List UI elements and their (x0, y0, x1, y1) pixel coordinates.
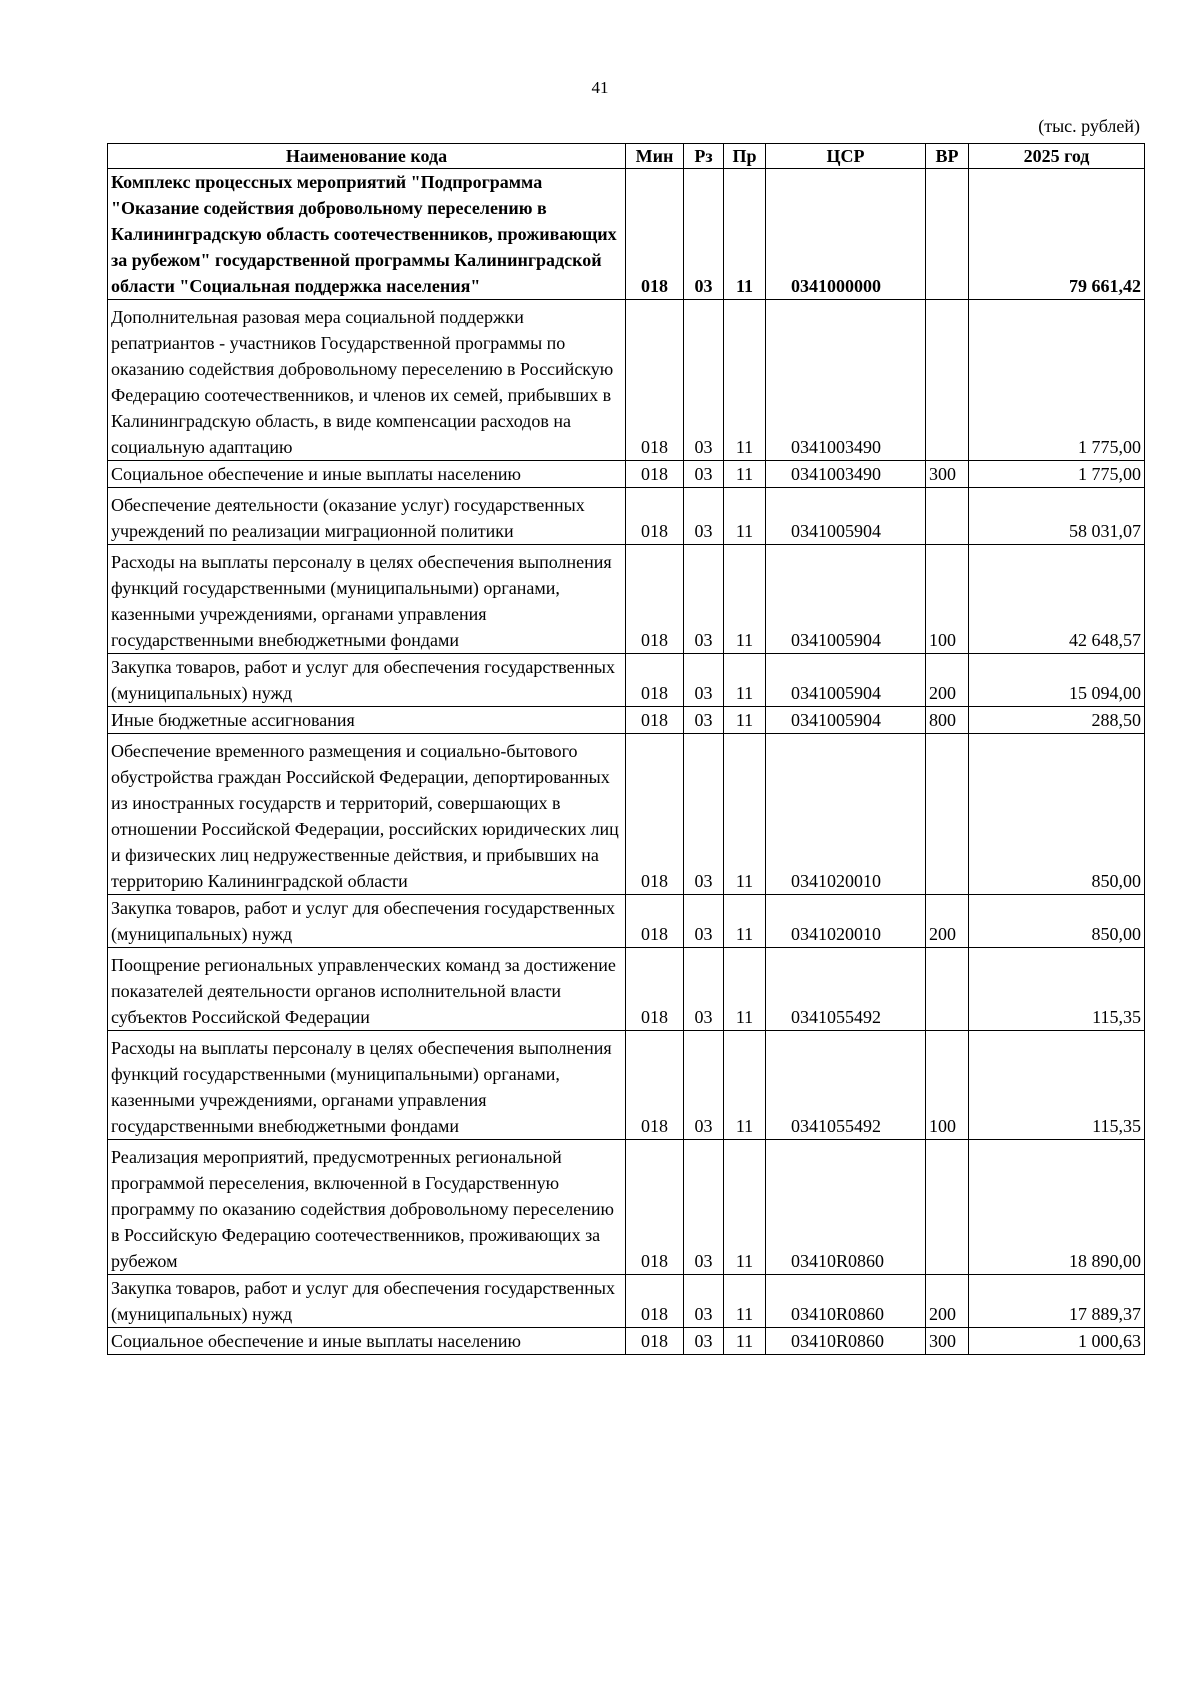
cell-min: 018 (626, 734, 684, 895)
cell-pr: 11 (724, 948, 766, 1031)
cell-pr: 11 (724, 300, 766, 461)
cell-rz: 03 (684, 734, 724, 895)
cell-pr: 11 (724, 169, 766, 300)
cell-name: Закупка товаров, работ и услуг для обеспечения государственных (муниципальных) нужд (108, 654, 626, 707)
cell-csr: 0341005904 (766, 654, 926, 707)
cell-vr (926, 169, 969, 300)
cell-rz: 03 (684, 300, 724, 461)
cell-name: Закупка товаров, работ и услуг для обеспечения государственных (муниципальных) нужд (108, 1275, 626, 1328)
cell-pr: 11 (724, 461, 766, 488)
cell-csr: 03410R0860 (766, 1275, 926, 1328)
cell-csr: 0341055492 (766, 1031, 926, 1140)
cell-pr: 11 (724, 707, 766, 734)
table-row (108, 707, 1145, 734)
table-row (108, 1328, 1145, 1355)
cell-min: 018 (626, 707, 684, 734)
page-number: 41 (591, 78, 609, 97)
cell-rz: 03 (684, 1328, 724, 1355)
table-row (108, 895, 1145, 948)
cell-pr: 11 (724, 1275, 766, 1328)
table-row (108, 488, 1145, 545)
budget-table (107, 143, 1145, 1355)
header-vr: ВР (926, 144, 969, 169)
cell-csr: 03410R0860 (766, 1140, 926, 1275)
cell-min: 018 (626, 461, 684, 488)
cell-csr: 0341020010 (766, 734, 926, 895)
cell-min: 018 (626, 1031, 684, 1140)
cell-name: Социальное обеспечение и иные выплаты населению (108, 1328, 626, 1355)
header-year: 2025 год (969, 144, 1145, 169)
cell-name: Реализация мероприятий, предусмотренных региональной программой переселения, включенной в Государственную программу по оказанию содействия добровольному переселению в Российскую Федерацию соотечественников, проживающих за рубежом (108, 1140, 626, 1275)
cell-vr: 300 (926, 1328, 969, 1355)
cell-amount: 18 890,00 (969, 1140, 1145, 1275)
table-row (108, 948, 1145, 1031)
cell-amount: 850,00 (969, 895, 1145, 948)
table-header-row (108, 144, 1145, 169)
cell-rz: 03 (684, 948, 724, 1031)
cell-min: 018 (626, 1140, 684, 1275)
cell-rz: 03 (684, 1140, 724, 1275)
cell-pr: 11 (724, 1031, 766, 1140)
cell-vr: 200 (926, 1275, 969, 1328)
cell-amount: 15 094,00 (969, 654, 1145, 707)
cell-csr: 0341055492 (766, 948, 926, 1031)
cell-vr (926, 488, 969, 545)
cell-pr: 11 (724, 545, 766, 654)
cell-amount: 17 889,37 (969, 1275, 1145, 1328)
cell-csr: 0341005904 (766, 545, 926, 654)
cell-rz: 03 (684, 545, 724, 654)
table-row (108, 169, 1145, 300)
cell-csr: 0341005904 (766, 707, 926, 734)
cell-rz: 03 (684, 1031, 724, 1140)
cell-name: Обеспечение деятельности (оказание услуг) государственных учреждений по реализации миграционной политики (108, 488, 626, 545)
table-row (108, 654, 1145, 707)
cell-amount: 115,35 (969, 1031, 1145, 1140)
cell-name: Закупка товаров, работ и услуг для обеспечения государственных (муниципальных) нужд (108, 895, 626, 948)
cell-name: Комплекс процессных мероприятий "Подпрограмма "Оказание содействия добровольному переселению в Калининградскую область соотечественников, проживающих за рубежом" государственной программы Калининградской области "Социальная поддержка населения" (108, 169, 626, 300)
cell-pr: 11 (724, 734, 766, 895)
cell-vr: 100 (926, 545, 969, 654)
cell-vr (926, 948, 969, 1031)
cell-min: 018 (626, 895, 684, 948)
cell-amount: 79 661,42 (969, 169, 1145, 300)
table-row (108, 1275, 1145, 1328)
cell-vr (926, 300, 969, 461)
cell-pr: 11 (724, 895, 766, 948)
cell-vr (926, 1140, 969, 1275)
cell-amount: 42 648,57 (969, 545, 1145, 654)
cell-name: Социальное обеспечение и иные выплаты населению (108, 461, 626, 488)
cell-name: Обеспечение временного размещения и социально-бытового обустройства граждан Российской Федерации, депортированных из иностранных государств и территорий, совершающих в отношении Российской Федерации, российских юридических лиц и физических лиц недружественные действия, и прибывших на территорию Калининградской области (108, 734, 626, 895)
table-row (108, 300, 1145, 461)
cell-csr: 0341005904 (766, 488, 926, 545)
table-row (108, 461, 1145, 488)
header-rz: Рз (684, 144, 724, 169)
cell-amount: 1 775,00 (969, 461, 1145, 488)
cell-csr: 03410R0860 (766, 1328, 926, 1355)
cell-vr: 100 (926, 1031, 969, 1140)
cell-rz: 03 (684, 895, 724, 948)
cell-min: 018 (626, 488, 684, 545)
cell-amount: 288,50 (969, 707, 1145, 734)
cell-name: Иные бюджетные ассигнования (108, 707, 626, 734)
header-name: Наименование кода (108, 144, 626, 169)
cell-pr: 11 (724, 654, 766, 707)
table-row (108, 734, 1145, 895)
header-pr: Пр (724, 144, 766, 169)
header-min: Мин (626, 144, 684, 169)
cell-min: 018 (626, 1275, 684, 1328)
cell-rz: 03 (684, 654, 724, 707)
cell-pr: 11 (724, 1328, 766, 1355)
cell-pr: 11 (724, 1140, 766, 1275)
cell-csr: 0341000000 (766, 169, 926, 300)
cell-rz: 03 (684, 461, 724, 488)
cell-amount: 1 000,63 (969, 1328, 1145, 1355)
cell-csr: 0341020010 (766, 895, 926, 948)
cell-amount: 115,35 (969, 948, 1145, 1031)
cell-min: 018 (626, 545, 684, 654)
cell-min: 018 (626, 300, 684, 461)
cell-min: 018 (626, 654, 684, 707)
cell-min: 018 (626, 948, 684, 1031)
table-row (108, 1031, 1145, 1140)
cell-rz: 03 (684, 169, 724, 300)
cell-name: Поощрение региональных управленческих команд за достижение показателей деятельности органов исполнительной власти субъектов Российской Федерации (108, 948, 626, 1031)
cell-vr: 300 (926, 461, 969, 488)
cell-csr: 0341003490 (766, 300, 926, 461)
cell-amount: 58 031,07 (969, 488, 1145, 545)
table-row (108, 545, 1145, 654)
cell-rz: 03 (684, 1275, 724, 1328)
cell-vr: 800 (926, 707, 969, 734)
units-label: (тыс. рублей) (1038, 116, 1140, 136)
header-csr: ЦСР (766, 144, 926, 169)
cell-vr: 200 (926, 654, 969, 707)
cell-name: Расходы на выплаты персоналу в целях обеспечения выполнения функций государственными (муниципальными) органами, казенными учреждениями, органами управления государственными внебюджетными фондами (108, 545, 626, 654)
cell-name: Дополнительная разовая мера социальной поддержки репатриантов - участников Государственной программы по оказанию содействия добровольному переселению в Российскую Федерацию соотечественников, и членов их семей, прибывших в Калининградскую область, в виде компенсации расходов на социальную адаптацию (108, 300, 626, 461)
table-row (108, 1140, 1145, 1275)
cell-name: Расходы на выплаты персоналу в целях обеспечения выполнения функций государственными (муниципальными) органами, казенными учреждениями, органами управления государственными внебюджетными фондами (108, 1031, 626, 1140)
cell-rz: 03 (684, 707, 724, 734)
cell-amount: 1 775,00 (969, 300, 1145, 461)
cell-vr: 200 (926, 895, 969, 948)
cell-min: 018 (626, 1328, 684, 1355)
cell-rz: 03 (684, 488, 724, 545)
cell-amount: 850,00 (969, 734, 1145, 895)
cell-csr: 0341003490 (766, 461, 926, 488)
cell-vr (926, 734, 969, 895)
cell-min: 018 (626, 169, 684, 300)
cell-pr: 11 (724, 488, 766, 545)
